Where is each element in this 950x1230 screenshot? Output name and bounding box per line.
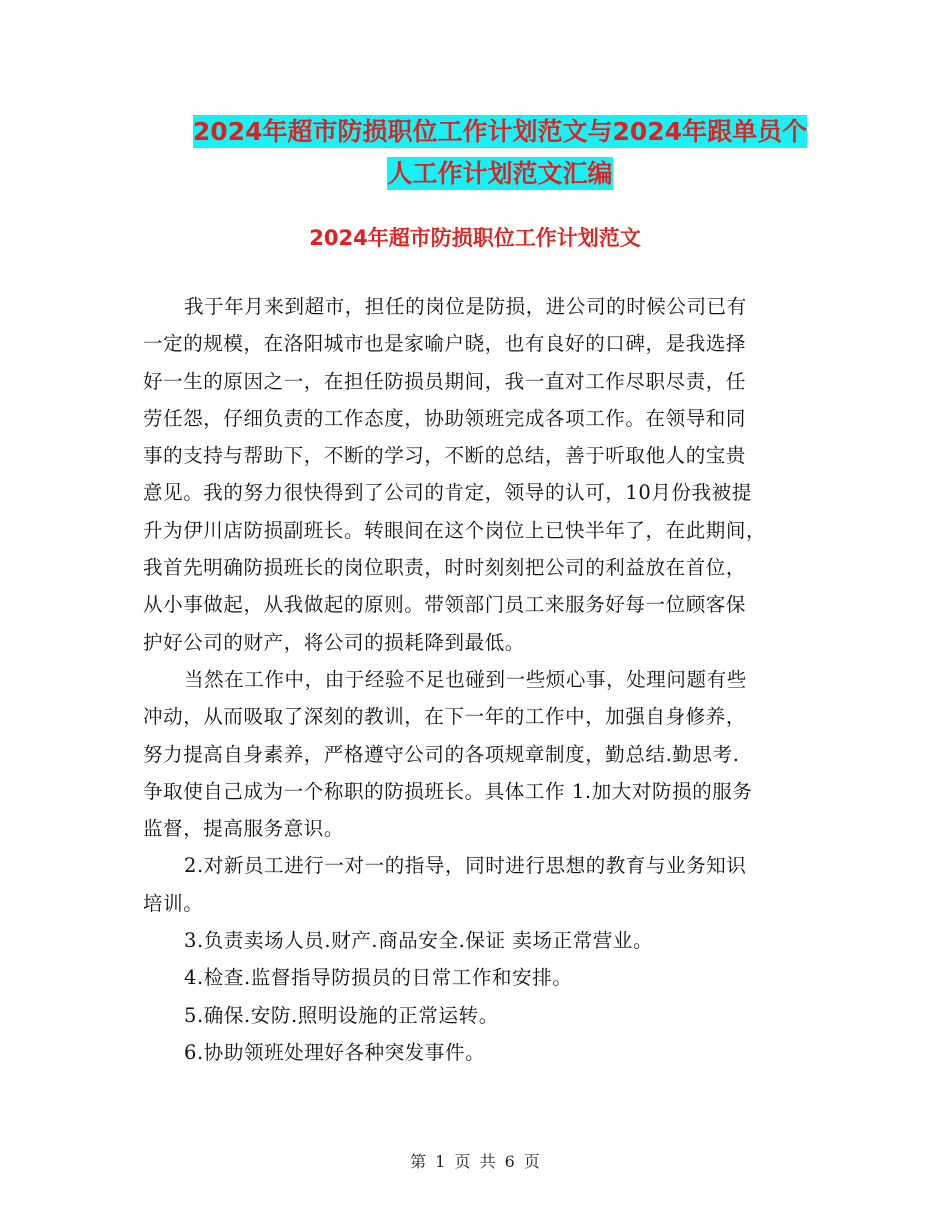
text-line: 争取使自己成为一个称职的防损班长。具体工作 1.加大对防损的服务 <box>143 779 753 803</box>
text-line: 意见。我的努力很快得到了公司的肯定，领导的认可，10月份我被提 <box>143 481 752 505</box>
text-line: 从小事做起，从我做起的原则。带领部门员工来服务好每一位顾客保 <box>143 593 747 617</box>
text-line: 监督，提高服务意识。 <box>143 817 345 841</box>
text-line: 护好公司的财产，将公司的损耗降到最低。 <box>143 630 525 654</box>
list-item-5 <box>143 997 808 1034</box>
text-line: 3.负责卖场人员.财产.商品安全.保证 卖场正常营业。 <box>184 929 654 953</box>
text-line: 培训。 <box>143 891 204 915</box>
text-line: 冲动，从而吸取了深刻的教训，在下一年的工作中，加强自身修养， <box>143 705 747 729</box>
text-line: 一定的规模，在洛阳城市也是家喻户晓，也有良好的口碑，是我选择 <box>143 332 747 356</box>
text-line: 2.对新员工进行一对一的指导，同时进行思想的教育与业务知识 <box>184 854 747 878</box>
text-line: 6.协助领班处理好各种突发事件。 <box>184 1040 486 1064</box>
text-line: 5.确保.安防.照明设施的正常运转。 <box>184 1003 499 1027</box>
document-body <box>143 288 808 1071</box>
text-line: 我于年月来到超市，担任的岗位是防损，进公司的时候公司已有 <box>184 295 747 318</box>
text-line: 好一生的原因之一，在担任防损员期间，我一直对工作尽职尽责，任 <box>143 369 747 393</box>
text-line: 升为伊川店防损副班长。转眼间在这个岗位上已快半年了，在此期间， <box>143 518 767 542</box>
paragraph-2 <box>143 661 808 847</box>
list-item-4 <box>143 959 808 996</box>
section-title: 2024年超市防损职位工作计划范文 <box>309 226 641 250</box>
title-line-2: 人工作计划范文汇编 <box>387 159 613 188</box>
page-number-footer: 第 1 页 共 6 页 <box>410 1152 540 1171</box>
title-line-1: 2024年超市防损职位工作计划范文与2024年跟单员个 <box>192 117 808 146</box>
document-title <box>140 111 860 195</box>
list-item-6 <box>143 1034 808 1071</box>
text-line: 劳任怨，仔细负责的工作态度，协助领班完成各项工作。在领导和同 <box>143 406 747 430</box>
text-line: 4.检查.监督指导防损员的日常工作和安排。 <box>184 966 573 990</box>
list-item-2 <box>143 847 808 922</box>
text-line: 我首先明确防损班长的岗位职责，时时刻刻把公司的利益放在首位， <box>143 556 747 580</box>
text-line: 事的支持与帮助下，不断的学习，不断的总结，善于听取他人的宝贵 <box>143 444 747 468</box>
paragraph-1 <box>143 288 808 661</box>
list-item-3 <box>143 922 808 959</box>
text-line: 当然在工作中，由于经验不足也碰到一些烦心事，处理问题有些 <box>184 667 747 691</box>
text-line: 努力提高自身素养，严格遵守公司的各项规章制度，勤总结.勤思考. <box>143 742 740 766</box>
